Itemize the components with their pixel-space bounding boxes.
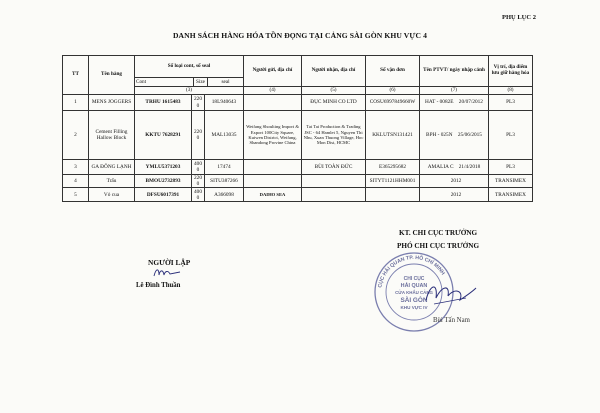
row-ptvt-name: HAT - 0082E — [425, 99, 454, 106]
row-nguoi-gui: Weifang Shoulting Import & Export 100City Square, Kuiwen District, Weifang, Shandong Provine China — [244, 111, 302, 160]
col-number-5: (5) — [302, 87, 366, 95]
row-nguoi-gui — [244, 160, 302, 175]
preparer-label: NGƯỜI LẬP — [148, 258, 191, 267]
row-tt: 3 — [63, 160, 89, 175]
row-seal: 17474 — [205, 160, 244, 175]
row-ptvt — [420, 188, 489, 202]
preparer-signature — [150, 264, 186, 282]
row-vi-tri: PL3 — [489, 160, 533, 175]
row-tt: 4 — [63, 175, 89, 188]
table-row — [63, 188, 533, 202]
col-van-don-header: Số vận đơn — [366, 56, 420, 87]
table-header-row — [63, 56, 533, 87]
stamp-line-2: HẢI QUAN — [400, 283, 428, 289]
row-ten-hang: Vỏ cua — [89, 188, 135, 202]
row-tt: 2 — [63, 111, 89, 160]
row-vi-tri: TRANSIMEX — [489, 188, 533, 202]
row-van-don: SITYT1121HHM001 — [366, 175, 420, 188]
approver-title-1: KT. CHI CỤC TRƯỞNG — [399, 229, 478, 237]
goods-table — [62, 55, 533, 202]
row-ptvt — [420, 160, 489, 175]
row-van-don — [366, 188, 420, 202]
cont-seal-subheaders — [135, 77, 243, 86]
stamp-line-5: KHU VỰC IV — [400, 305, 428, 310]
row-ten-hang: Cement Filling Hallow Block — [89, 111, 135, 160]
row-nguoi-nhan: ĐỤC MINH CO LTD — [302, 95, 366, 111]
row-nguoi-gui — [244, 175, 302, 188]
row-ptvt — [420, 175, 489, 188]
col-nguoi-gui-header: Người gửi, địa chỉ — [244, 56, 302, 87]
row-cont: KKTU 7628291 — [135, 111, 192, 160]
row-ptvt-date: 25/06/2015 — [457, 131, 482, 138]
col-ten-hang-header: Tên hàng — [89, 56, 135, 95]
col-cont-header: Cont — [136, 79, 147, 85]
row-ptvt-date: 2012 — [450, 191, 462, 198]
row-nguoi-nhan — [302, 175, 366, 188]
stamp-line-4: SÀI GÒN — [400, 297, 428, 304]
col-number-6: (6) — [366, 87, 420, 95]
row-size: 2200 — [192, 111, 205, 160]
row-cont: DFSU6017391 — [135, 188, 192, 202]
col-ptvt-header: Tên PTVT/ ngày nhập cảnh — [420, 56, 489, 87]
col-vi-tri-header: Vị trí, địa điểm lưu giữ hàng hóa — [489, 56, 533, 87]
row-cont: TRHU 1615483 — [135, 95, 192, 111]
row-van-don: E365295682 — [366, 160, 420, 175]
row-vi-tri: PL3 — [489, 111, 533, 160]
row-seal: A366098 — [205, 188, 244, 202]
row-nguoi-gui: DAIHO SEA — [244, 188, 302, 202]
col-number-7: (7) — [420, 87, 489, 95]
row-ptvt-name: AMALIA C — [427, 163, 454, 170]
col-tt-header: TT — [63, 56, 89, 95]
table-row — [63, 95, 533, 111]
table-row — [63, 111, 533, 160]
table-row — [63, 160, 533, 175]
row-ten-hang: GA ĐÔNG LẠNH — [89, 160, 135, 175]
row-nguoi-nhan — [302, 188, 366, 202]
col-nguoi-nhan-header: Người nhận, địa chỉ — [302, 56, 366, 87]
col-seal-header: seal — [207, 78, 243, 86]
row-van-don: KKLUTSN131421 — [366, 111, 420, 160]
row-cont: YMLU5371203 — [135, 160, 192, 175]
table-row — [63, 175, 533, 188]
row-ten-hang: MENS JOGGERS — [89, 95, 135, 111]
row-ptvt-date: 2012 — [450, 178, 462, 185]
cont-seal-group-label: Số loại cont, số seal — [167, 63, 211, 69]
row-seal: MAL13035 — [205, 111, 244, 160]
row-size: 4000 — [192, 188, 205, 202]
row-tt: 5 — [63, 188, 89, 202]
stamp-line-3: CỬA KHẨU CẢNG — [395, 290, 433, 295]
col-number-8: (8) — [489, 87, 533, 95]
row-size: 2200 — [192, 95, 205, 111]
stamp-outer-text: CỤC HẢI QUAN TP. HỒ CHÍ MINH — [377, 254, 446, 289]
approver-signature — [420, 278, 480, 312]
stamp-line-1: CHI CỤC — [403, 276, 425, 282]
row-size: 4000 — [192, 160, 205, 175]
preparer-name: Lê Đình Thuần — [136, 282, 181, 289]
row-seal: 18L940643 — [205, 95, 244, 111]
row-ptvt — [420, 111, 489, 160]
row-vi-tri: TRANSIMEX — [489, 175, 533, 188]
row-ten-hang: Trấu — [89, 175, 135, 188]
document-title: DANH SÁCH HÀNG HÓA TỒN ĐỌNG TẠI CẢNG SÀI GÒN KHU VỰC 4 — [172, 31, 428, 40]
row-ptvt-date: 20/07/2012 — [458, 99, 483, 106]
col-cont-seal-header — [135, 56, 244, 87]
row-van-don: COSU6997849660W — [366, 95, 420, 111]
row-ptvt-name: BPH - 025N — [426, 131, 453, 138]
col-number-3: (3) — [135, 87, 244, 95]
row-nguoi-gui — [244, 95, 302, 111]
approver-name: Bùi Tấn Nam — [433, 317, 470, 324]
row-nguoi-nhan: Tai Tai Production & Trading JSC - 64 Hamlet 5, Nguyen Thi Nhu, Xuan Thuong Village, Hoc Mon Dist, HCMC — [302, 111, 366, 160]
row-ptvt — [420, 95, 489, 111]
row-ptvt-date: 21/4/2018 — [458, 163, 481, 170]
col-size-header: Size — [193, 78, 207, 86]
row-nguoi-nhan: BÙI TOÀN ĐỨC — [302, 160, 366, 175]
appendix-label: PHỤ LỤC 2 — [502, 14, 536, 21]
row-cont: BMOU2732893 — [135, 175, 192, 188]
row-seal: SITU387266 — [205, 175, 244, 188]
row-vi-tri: PL3 — [489, 95, 533, 111]
approver-title-2: PHÓ CHI CỤC TRƯỞNG — [397, 242, 480, 250]
row-size: 2200 — [192, 175, 205, 188]
row-tt: 1 — [63, 95, 89, 111]
col-number-4: (4) — [244, 87, 302, 95]
